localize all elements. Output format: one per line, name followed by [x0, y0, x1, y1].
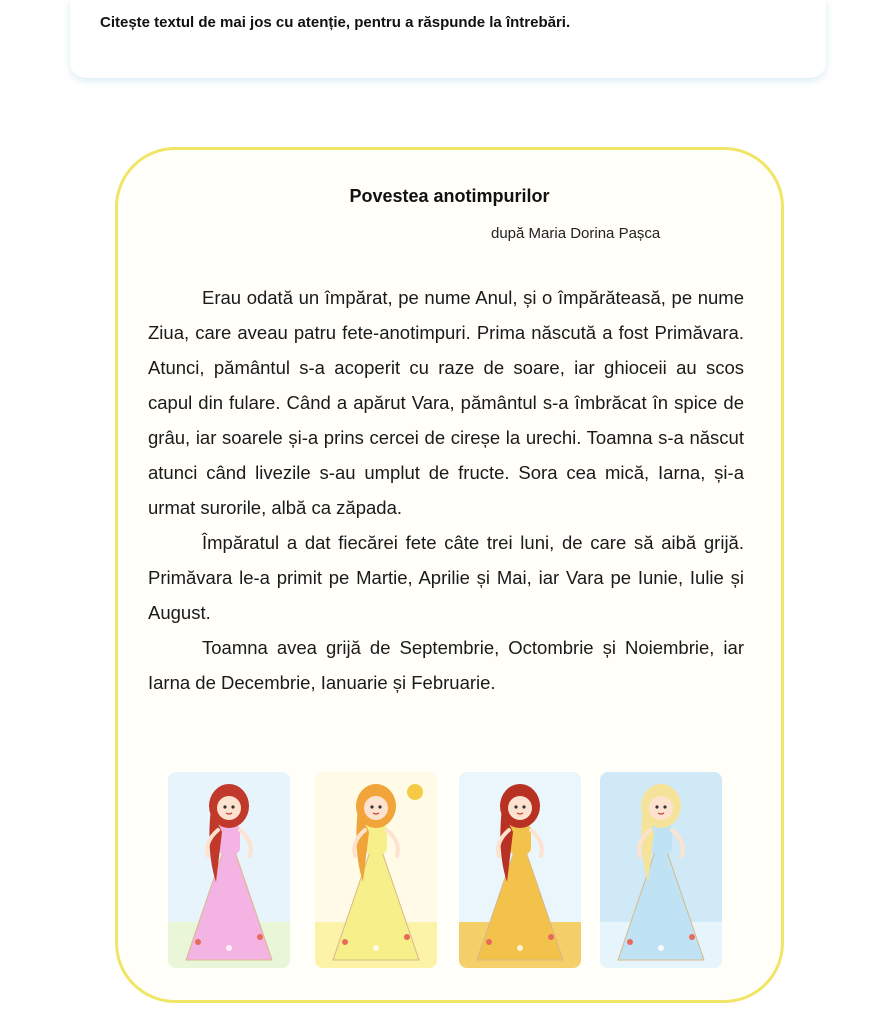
story-paragraph: Erau odată un împărat, pe nume Anul, și o împărăteasă, pe nume Ziua, care aveau patru fete-anotimpuri. Prima născută a fost Primăvara. Atunci, pământul s-a acoperit cu raze de soare, iar ghioceii au scos capul din fulare. Când a apărut Vara, pământul s-a îmbrăcat în spice de grâu, iar soarele și-a prins cercei de cireșe la urechi. Toamna s-a născut atunci când livezile s-au umplut de fructe. Sora cea mică, Iarna, și-a urmat surorile, albă ca zăpada.: [148, 287, 744, 518]
autumn-girl-illustration: [459, 772, 581, 968]
story-paragraph: Toamna avea grijă de Septembrie, Octombrie și Noiembrie, iar Iarna de Decembrie, Ianuarie și Februarie.: [148, 637, 744, 693]
story-card: [115, 147, 784, 1003]
instruction-card: [70, 0, 826, 78]
story-title: Povestea anotimpurilor: [349, 186, 550, 206]
story-text: [148, 280, 744, 700]
season-illustrations: [168, 772, 728, 972]
instruction-text: Citește textul de mai jos cu atenție, pentru a răspunde la întrebări.: [100, 14, 571, 31]
story-author: după Maria Dorina Pașca: [491, 225, 661, 242]
story-paragraph: Împăratul a dat fiecărei fete câte trei luni, de care să aibă grijă. Primăvara le-a primit pe Martie, Aprilie și Mai, iar Vara pe Iunie, Iulie și August.: [148, 532, 744, 623]
summer-girl-illustration: [315, 772, 437, 968]
winter-girl-illustration: [600, 772, 722, 968]
spring-girl-illustration: [168, 772, 290, 968]
